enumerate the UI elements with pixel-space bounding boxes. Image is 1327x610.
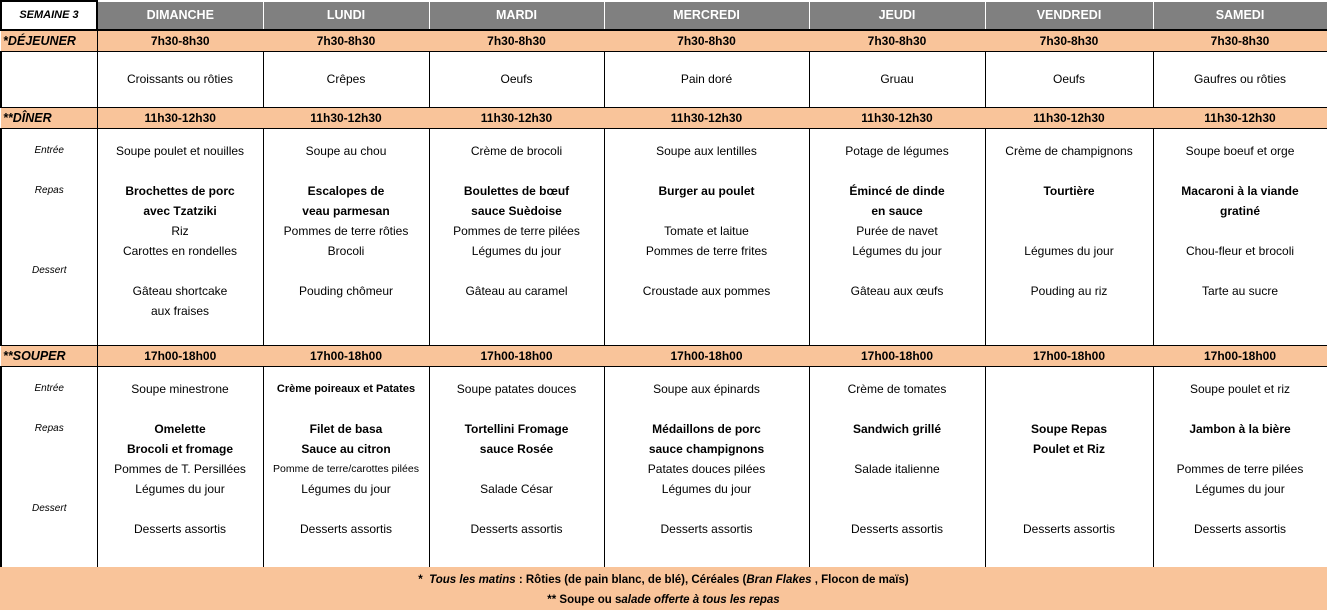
side-dish-item: Pommes de terre pilées bbox=[453, 223, 580, 238]
dessert-item: Desserts assortis bbox=[660, 521, 753, 536]
meal-time: 7h30-8h30 bbox=[263, 30, 429, 52]
main-dish-item: sauce Rosée bbox=[479, 441, 554, 456]
main-dish-item: Soupe Repas bbox=[1030, 421, 1108, 436]
entree-item: Crème poireaux et Patates bbox=[276, 382, 416, 395]
dessert-item: Gâteau au caramel bbox=[465, 283, 568, 298]
meal-time: 11h30-12h30 bbox=[97, 107, 263, 128]
side-dish-item bbox=[810, 479, 985, 499]
side-dish-item: Pommes de terre pilées bbox=[1176, 461, 1304, 476]
dessert-item bbox=[1154, 301, 1327, 321]
meal-time: 17h00-18h00 bbox=[1153, 345, 1327, 366]
dinner-band bbox=[1, 345, 1327, 366]
side-dish-item: Purée de navet bbox=[856, 223, 938, 238]
day-header: VENDREDI bbox=[985, 1, 1153, 30]
main-dish-item: gratiné bbox=[1219, 203, 1260, 218]
entree-item: Soupe aux épinards bbox=[653, 381, 760, 396]
main-dish-item: Sandwich grillé bbox=[852, 421, 942, 436]
day-header: MARDI bbox=[429, 1, 604, 30]
meal-time: 11h30-12h30 bbox=[985, 107, 1153, 128]
main-dish-item: Émincé de dinde bbox=[849, 183, 945, 198]
main-dish-item bbox=[986, 201, 1153, 221]
day-header: JEUDI bbox=[809, 1, 985, 30]
lunch-day-cell bbox=[809, 128, 985, 345]
lunch-side-labels bbox=[1, 128, 97, 345]
dinner-day-cell bbox=[985, 366, 1153, 570]
meal-time: 17h00-18h00 bbox=[809, 345, 985, 366]
meal-time: 7h30-8h30 bbox=[97, 30, 263, 52]
side-dish-item: Légumes du jour bbox=[661, 481, 752, 496]
side-dish-item: Pomme de terre/carottes pilées bbox=[273, 462, 419, 475]
entree-label: Entrée bbox=[34, 382, 64, 394]
dessert-label: Dessert bbox=[32, 264, 67, 276]
lunch-row bbox=[1, 128, 1327, 345]
dessert-item: Croustade aux pommes bbox=[642, 283, 771, 298]
dinner-side-labels bbox=[1, 366, 97, 570]
dinner-day-cell bbox=[429, 366, 604, 570]
breakfast-band bbox=[1, 30, 1327, 52]
dessert-item bbox=[986, 301, 1153, 321]
entree-item: Crème de champignons bbox=[1005, 143, 1133, 158]
meal-time: 7h30-8h30 bbox=[604, 30, 809, 52]
side-dish-item: Patates douces pilées bbox=[647, 461, 766, 476]
dessert-item: Gâteau shortcake bbox=[132, 283, 228, 298]
meal-time: 17h00-18h00 bbox=[97, 345, 263, 366]
meal-time: 17h00-18h00 bbox=[604, 345, 809, 366]
day-header: MERCREDI bbox=[604, 1, 809, 30]
meal-time: 7h30-8h30 bbox=[809, 30, 985, 52]
side-dish-item: Pommes de terre rôties bbox=[283, 223, 409, 238]
main-dish-item: sauce Suèdoise bbox=[471, 203, 562, 218]
main-dish-item: Escalopes de bbox=[307, 183, 385, 198]
side-dish-item: Pommes de terre frites bbox=[645, 243, 768, 258]
side-dish-item bbox=[986, 459, 1153, 479]
repas-label: Repas bbox=[34, 422, 64, 434]
side-dish-item: Légumes du jour bbox=[852, 243, 942, 258]
main-dish-item: Tortellini Fromage bbox=[464, 421, 569, 436]
main-dish-item: Macaroni à la viande bbox=[1181, 183, 1299, 198]
main-dish-item: veau parmesan bbox=[302, 203, 390, 218]
entree-item bbox=[986, 379, 1153, 399]
meal-time: 7h30-8h30 bbox=[1153, 30, 1327, 52]
meal-time: 11h30-12h30 bbox=[429, 107, 604, 128]
entree-item: Soupe patates douces bbox=[456, 381, 577, 396]
dessert-item: Pouding chômeur bbox=[298, 283, 394, 298]
dessert-item: Desserts assortis bbox=[1193, 521, 1287, 536]
meal-time: 17h00-18h00 bbox=[429, 345, 604, 366]
side-dish-item: Légumes du jour bbox=[471, 243, 562, 258]
breakfast-item: Gruau bbox=[809, 51, 985, 107]
dessert-item: Desserts assortis bbox=[850, 521, 944, 536]
dessert-item: Gâteau aux œufs bbox=[850, 283, 944, 298]
meal-time: 11h30-12h30 bbox=[809, 107, 985, 128]
day-header: LUNDI bbox=[263, 1, 429, 30]
breakfast-item: Pain doré bbox=[604, 51, 809, 107]
entree-label: Entrée bbox=[34, 144, 64, 156]
day-header-row bbox=[1, 1, 1327, 30]
main-dish-item: Brocoli et fromage bbox=[126, 441, 234, 456]
lunch-day-cell bbox=[1153, 128, 1327, 345]
dessert-item: Desserts assortis bbox=[133, 521, 227, 536]
main-dish-item: Burger au poulet bbox=[658, 183, 755, 198]
dessert-item bbox=[430, 301, 604, 321]
breakfast-item: Crêpes bbox=[263, 51, 429, 107]
main-dish-item: Poulet et Riz bbox=[1032, 441, 1105, 456]
main-dish-item: Omelette bbox=[154, 421, 206, 436]
meal-time: 17h00-18h00 bbox=[985, 345, 1153, 366]
dessert-item bbox=[605, 301, 809, 321]
dessert-item: Tarte au sucre bbox=[1201, 283, 1279, 298]
side-dish-item: Légumes du jour bbox=[1024, 243, 1114, 258]
side-dish-item: Tomate et laitue bbox=[664, 223, 749, 238]
entree-item: Soupe aux lentilles bbox=[656, 143, 757, 158]
entree-item: Crème de brocoli bbox=[470, 143, 563, 158]
meal-time: 11h30-12h30 bbox=[1153, 107, 1327, 128]
side-dish-item: Brocoli bbox=[327, 243, 365, 258]
side-dish-item: Légumes du jour bbox=[135, 481, 225, 496]
repas-label: Repas bbox=[34, 184, 64, 196]
breakfast-label: *DÉJEUNER bbox=[1, 30, 97, 52]
main-dish-item bbox=[810, 439, 985, 459]
dinner-row bbox=[1, 366, 1327, 570]
main-dish-item: Sauce au citron bbox=[301, 441, 391, 456]
lunch-label: **DÎNER bbox=[1, 107, 97, 128]
main-dish-item: Jambon à la bière bbox=[1189, 421, 1291, 436]
entree-item: Potage de légumes bbox=[845, 143, 949, 158]
dessert-item bbox=[810, 301, 985, 321]
dinner-day-cell bbox=[97, 366, 263, 570]
meal-time: 7h30-8h30 bbox=[429, 30, 604, 52]
entree-item: Soupe boeuf et orge bbox=[1185, 143, 1295, 158]
side-dish-item: Salade César bbox=[480, 481, 553, 496]
dessert-item: Pouding au riz bbox=[1030, 283, 1108, 298]
week-label: SEMAINE 3 bbox=[1, 1, 97, 30]
side-dish-item bbox=[1154, 221, 1327, 241]
entree-item: Soupe au chou bbox=[305, 143, 387, 158]
main-dish-item bbox=[1154, 439, 1327, 459]
meal-time: 7h30-8h30 bbox=[985, 30, 1153, 52]
dessert-item: aux fraises bbox=[150, 303, 210, 318]
breakfast-item: Gaufres ou rôties bbox=[1153, 51, 1327, 107]
lunch-day-cell bbox=[97, 128, 263, 345]
side-dish-item: Carottes en rondelles bbox=[122, 243, 238, 258]
side-dish-item bbox=[986, 479, 1153, 499]
day-header: SAMEDI bbox=[1153, 1, 1327, 30]
side-dish-item: Chou-fleur et brocoli bbox=[1185, 243, 1295, 258]
dessert-item: Desserts assortis bbox=[299, 521, 393, 536]
footer-line-1: * Tous les matins : Rôties (de pain blanc, de blé), Céréales (Bran Flakes , Flocon de maïs) bbox=[418, 574, 909, 586]
side-dish-item: Légumes du jour bbox=[1195, 481, 1285, 496]
main-dish-item: Filet de basa bbox=[309, 421, 383, 436]
dessert-item: Desserts assortis bbox=[470, 521, 563, 536]
main-dish-item: Médaillons de porc bbox=[652, 421, 761, 436]
entree-item: Soupe poulet et nouilles bbox=[115, 143, 245, 158]
side-dish-item bbox=[986, 221, 1153, 241]
side-dish-item bbox=[430, 459, 604, 479]
main-dish-item: Boulettes de bœuf bbox=[463, 183, 570, 198]
breakfast-item: Oeufs bbox=[429, 51, 604, 107]
main-dish-item: avec Tzatziki bbox=[143, 203, 217, 218]
side-dish-item: Salade italienne bbox=[854, 461, 940, 476]
footer-note bbox=[0, 567, 1327, 610]
dessert-label: Dessert bbox=[32, 502, 67, 514]
dessert-item bbox=[264, 301, 429, 321]
meal-time: 17h00-18h00 bbox=[263, 345, 429, 366]
main-dish-item: Brochettes de porc bbox=[125, 183, 235, 198]
main-dish-item: Tourtière bbox=[1043, 183, 1095, 198]
breakfast-item: Croissants ou rôties bbox=[97, 51, 263, 107]
lunch-day-cell bbox=[985, 128, 1153, 345]
meal-time: 11h30-12h30 bbox=[263, 107, 429, 128]
entree-item: Crème de tomates bbox=[847, 381, 947, 396]
breakfast-row bbox=[1, 51, 1327, 107]
dinner-day-cell bbox=[1153, 366, 1327, 570]
lunch-day-cell bbox=[263, 128, 429, 345]
side-dish-item: Pommes de T. Persillées bbox=[114, 461, 246, 476]
meal-time: 11h30-12h30 bbox=[604, 107, 809, 128]
entree-item: Soupe minestrone bbox=[131, 381, 229, 396]
day-header: DIMANCHE bbox=[97, 1, 263, 30]
lunch-band bbox=[1, 107, 1327, 128]
dessert-item: Desserts assortis bbox=[1022, 521, 1116, 536]
main-dish-item bbox=[605, 201, 809, 221]
dinner-day-cell bbox=[604, 366, 809, 570]
main-dish-item: en sauce bbox=[871, 203, 923, 218]
dinner-label: **SOUPER bbox=[1, 345, 97, 366]
breakfast-item: Oeufs bbox=[985, 51, 1153, 107]
footer-line-2: ** Soupe ou salade offerte à tous les repas bbox=[547, 594, 780, 606]
lunch-day-cell bbox=[429, 128, 604, 345]
main-dish-item: sauce champignons bbox=[648, 441, 765, 456]
dinner-day-cell bbox=[263, 366, 429, 570]
side-dish-item: Riz bbox=[171, 223, 189, 238]
side-dish-item: Légumes du jour bbox=[301, 481, 391, 496]
lunch-day-cell bbox=[604, 128, 809, 345]
entree-item: Soupe poulet et riz bbox=[1189, 381, 1291, 396]
dinner-day-cell bbox=[809, 366, 985, 570]
